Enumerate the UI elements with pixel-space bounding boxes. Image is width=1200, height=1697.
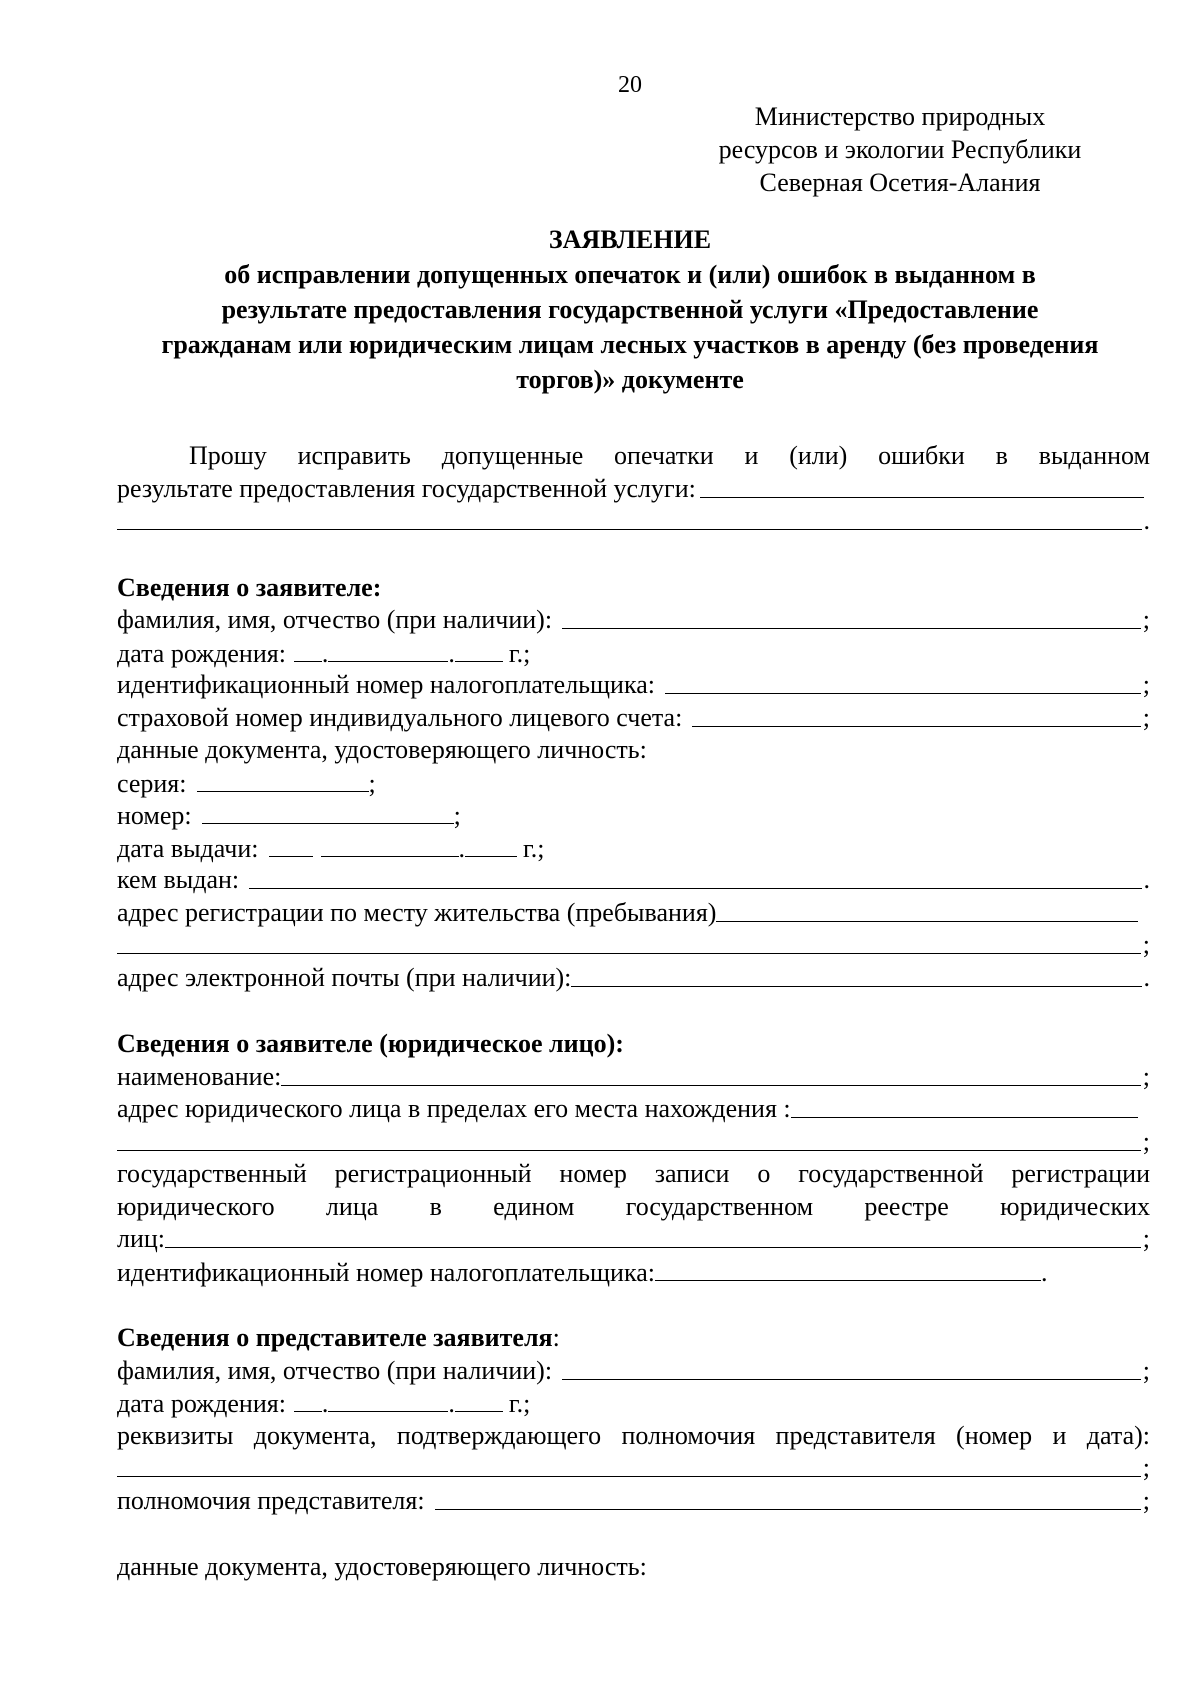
punctuation: ; [1142,930,1150,959]
recipient-line: Северная Осетия-Алания [759,168,1041,197]
applicant-inn-row [117,669,1150,702]
recipient-block [680,100,1120,199]
rep-birth-label: дата рождения: [117,1389,286,1418]
legal-name-field[interactable] [281,1061,1140,1086]
rep-birth-year-field[interactable] [455,1387,503,1412]
punctuation: ; [1142,702,1150,732]
request-field-continued[interactable] [117,505,1142,530]
issue-year-field[interactable] [465,832,517,857]
punctuation: ; [1142,1061,1150,1091]
applicant-id-doc-row [117,734,1150,767]
legal-ogrn-text: юридического лица в едином государственном реестре юридических [117,1191,1150,1221]
punctuation: : [552,1323,560,1352]
document-title: ЗАЯВЛЕНИЕ [548,225,712,254]
punctuation: ; [368,768,376,798]
request-line-2 [117,473,1150,506]
recipient-line: Министерство природных [754,102,1046,131]
rep-fio-field[interactable] [562,1355,1141,1380]
document-subtitle-line: гражданам или юридическим лицам лесных участков в аренду (без проведения [161,330,1099,359]
legal-inn-field[interactable] [655,1256,1041,1281]
rep-fio-row [117,1355,1150,1388]
page-number: 20 [618,72,642,98]
rep-powers-row [117,1485,1150,1518]
legal-ogrn-text: государственный регистрационный номер записи о государственной регистрации [117,1159,1150,1188]
rep-powers-label: полномочия представителя: [117,1485,425,1515]
punctuation: . [1040,1257,1048,1287]
applicant-fio-row [117,604,1150,637]
applicant-birth-row [117,637,1150,670]
applicant-inn-label: идентификационный номер налогоплательщика: [117,670,655,699]
applicant-number-field[interactable] [202,799,454,824]
form-body [117,440,1150,1584]
applicant-issued-by-field[interactable] [249,864,1141,889]
legal-inn-row [117,1256,1150,1289]
legal-ogrn-row-3 [117,1223,1150,1256]
applicant-birth-label: дата рождения: [117,638,286,668]
rep-fio-label: фамилия, имя, отчество (при наличии): [117,1355,553,1385]
applicant-number-row [117,799,1150,832]
punctuation: ; [1142,670,1150,699]
applicant-email-label: адрес электронной почты (при наличии): [117,962,572,992]
birth-month-field[interactable] [328,637,448,662]
rep-birth-row [117,1387,1150,1420]
punctuation: ; [1142,1453,1150,1482]
legal-ogrn-field[interactable] [165,1223,1141,1248]
rep-powers-field[interactable] [435,1485,1141,1510]
punctuation: ; [1142,1355,1150,1385]
rep-authority-field[interactable] [117,1452,1141,1477]
recipient-line: ресурсов и экологии Республики [718,135,1082,164]
punctuation: . [448,1389,455,1418]
issue-month-field[interactable] [321,832,459,857]
legal-heading-row [117,1028,1150,1061]
legal-ogrn-row-1 [117,1158,1150,1191]
applicant-number-label: номер: [117,801,192,830]
legal-address-field-continued[interactable] [117,1126,1141,1151]
punctuation: ; [1142,1126,1150,1156]
punctuation: . [458,833,466,863]
applicant-heading-row [117,572,1150,605]
punctuation: ; [453,801,461,830]
applicant-issue-date-label: дата выдачи: [117,833,259,863]
applicant-series-row [117,767,1150,800]
applicant-series-field[interactable] [197,767,369,792]
applicant-inn-field[interactable] [665,669,1141,694]
applicant-address-field[interactable] [716,897,1138,922]
rep-birth-day-field[interactable] [294,1387,322,1412]
applicant-heading: Сведения о заявителе: [117,572,382,602]
document-subtitle-line: об исправлении допущенных опечаток и (или) ошибок в выданном в [224,260,1036,289]
applicant-address-field-continued[interactable] [117,929,1141,954]
punctuation: . [321,638,329,668]
applicant-snils-field[interactable] [692,702,1140,727]
rep-id-doc-label: данные документа, удостоверяющего личность: [117,1552,647,1581]
legal-address-field[interactable] [791,1093,1138,1118]
request-field[interactable] [700,473,1144,498]
legal-ogrn-row-2 [117,1191,1150,1224]
request-line-1 [117,440,1150,473]
punctuation: . [1143,865,1150,894]
punctuation: . [1143,962,1150,992]
applicant-fio-field[interactable] [562,604,1141,629]
legal-inn-label: идентификационный номер налогоплательщика: [117,1257,655,1287]
rep-authority-label: реквизиты документа, подтверждающего полномочия представителя (номер и дата): [117,1420,1150,1450]
punctuation: ; [1142,605,1150,634]
punctuation: ; [1142,1485,1150,1515]
applicant-email-row [117,962,1150,995]
request-line-3 [117,505,1150,538]
rep-birth-month-field[interactable] [328,1387,448,1412]
legal-ogrn-label: лиц: [117,1224,166,1253]
legal-address-label: адрес юридического лица в пределах его места нахождения : [117,1094,791,1123]
legal-name-row [117,1061,1150,1094]
year-suffix: г.; [508,638,531,668]
legal-address-row [117,1093,1150,1126]
year-suffix: г.; [508,1389,531,1418]
document-title-block [110,222,1150,397]
applicant-issued-by-label: кем выдан: [117,865,240,894]
applicant-issue-date-row [117,832,1150,865]
applicant-issued-by-row [117,864,1150,897]
applicant-fio-label: фамилия, имя, отчество (при наличии): [117,605,553,634]
punctuation: . [448,638,455,668]
rep-id-doc-row [117,1551,1150,1584]
legal-name-label: наименование: [117,1061,282,1091]
applicant-snils-label: страховой номер индивидуального лицевого счета: [117,702,683,732]
request-text: Прошу исправить допущенные опечатки и (или) ошибки в выданном [189,441,1150,470]
applicant-id-doc-label: данные документа, удостоверяющего личность: [117,735,647,764]
applicant-email-field[interactable] [571,962,1141,987]
rep-authority-row [117,1420,1150,1453]
birth-day-field[interactable] [294,637,322,662]
punctuation: . [1143,506,1150,535]
birth-year-field[interactable] [455,637,503,662]
rep-authority-row-2 [117,1452,1150,1485]
applicant-address-label: адрес регистрации по месту жительства (пребывания) [117,897,717,927]
document-subtitle-line: торгов)» документе [516,365,744,394]
applicant-address-row-2 [117,929,1150,962]
applicant-series-label: серия: [117,768,187,798]
punctuation: ; [1142,1224,1150,1253]
applicant-snils-row [117,702,1150,735]
legal-address-row-2 [117,1126,1150,1159]
rep-heading-row [117,1322,1150,1355]
punctuation: . [321,1389,329,1418]
year-suffix: г.; [523,833,545,863]
document-subtitle-line: результате предоставления государственной услуги «Предоставление [221,295,1039,324]
applicant-address-row [117,897,1150,930]
rep-heading: Сведения о представителе заявителя [117,1323,553,1352]
legal-heading: Сведения о заявителе (юридическое лицо): [117,1029,624,1058]
issue-day-field[interactable] [269,832,313,857]
request-label: результате предоставления государственной услуги: [117,473,696,503]
